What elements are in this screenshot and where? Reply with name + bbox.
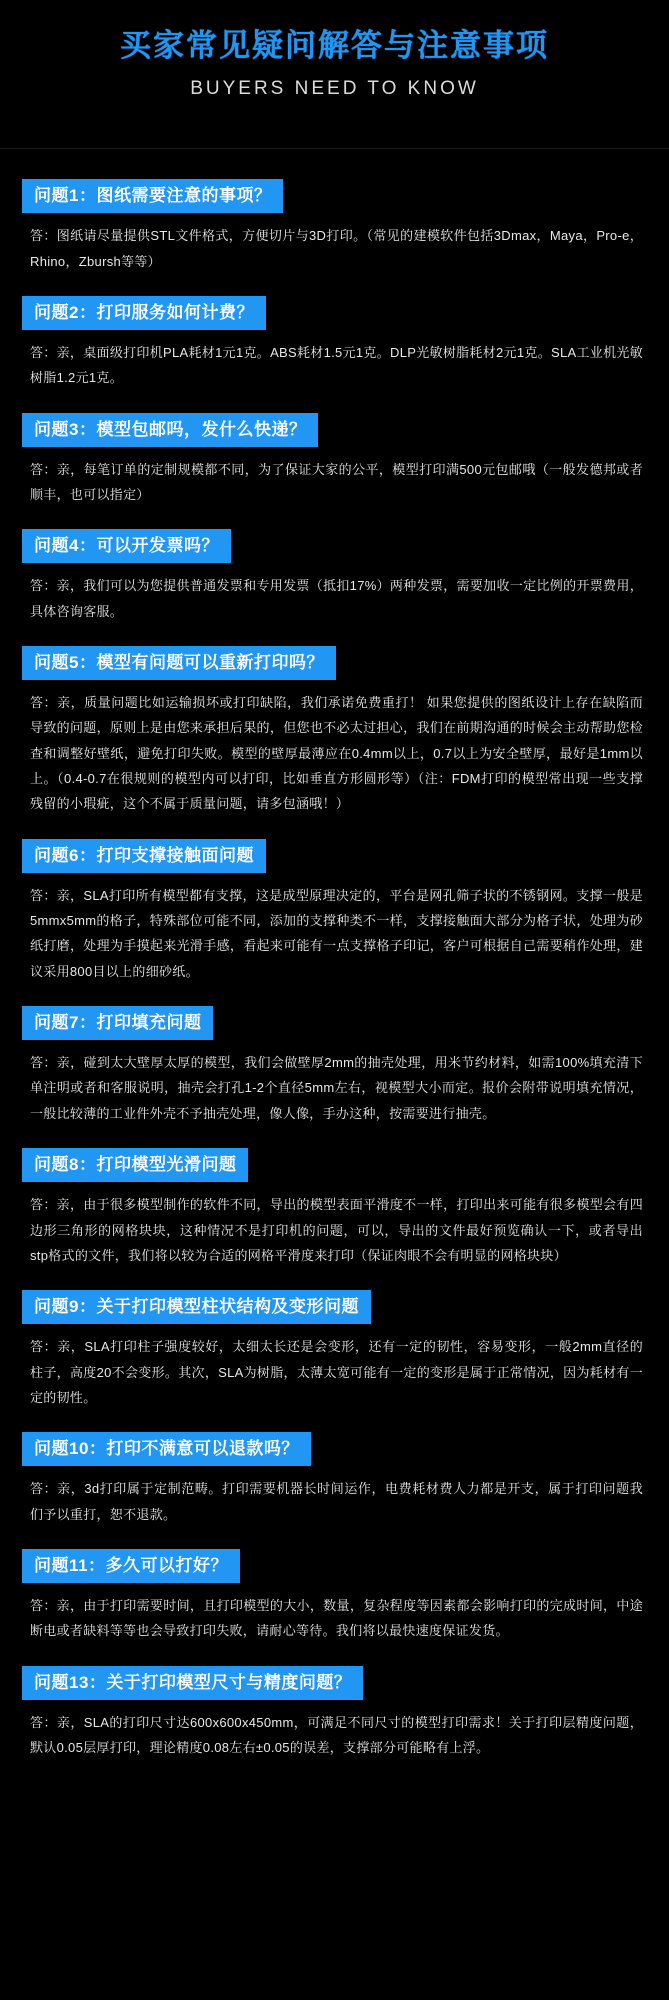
faq-question-1: 问题1：图纸需要注意的事项？ bbox=[22, 179, 283, 213]
faq-question-3: 问题3：模型包邮吗，发什么快递？ bbox=[22, 413, 318, 447]
faq-question-9: 问题9：关于打印模型柱状结构及变形问题 bbox=[22, 1290, 371, 1324]
faq-answer-10: 答：亲，3d打印属于定制范畴。打印需要机器长时间运作，电费耗材费人力都是开支，属于打印问题我们予以重打，恕不退款。 bbox=[30, 1481, 643, 1522]
faq-item-7 bbox=[22, 990, 647, 1126]
faq-item-3 bbox=[22, 397, 647, 508]
faq-answer-6: 答：亲，SLA打印所有模型都有支撑，这是成型原理决定的，平台是网孔筛子状的不锈钢网。支撑一般是5mmx5mm的格子，特殊部位可能不同，添加的支撑种类不一样，支撑接触面大部分为格子状，处理为砂纸打磨，处理为手摸起来光滑手感，看起来可能有一点支撑格子印记，客户可根据自己需要稍作处理，建议采用800目以上的细砂纸。 bbox=[30, 887, 643, 979]
faq-question-7: 问题7：打印填充问题 bbox=[22, 1006, 213, 1040]
faq-question-5: 问题5：模型有问题可以重新打印吗？ bbox=[22, 646, 336, 680]
faq-answer-1: 答：图纸请尽量提供STL文件格式，方便切片与3D打印。（常见的建模软件包括3Dmax，Maya，Pro-e，Rhino，Zbursh等等） bbox=[30, 228, 643, 269]
faq-item-13 bbox=[22, 1650, 647, 1761]
faq-item-8 bbox=[22, 1132, 647, 1268]
faq-item-2 bbox=[22, 280, 647, 391]
faq-question-13: 问题13：关于打印模型尺寸与精度问题？ bbox=[22, 1666, 363, 1700]
faq-question-11: 问题11：多久可以打好？ bbox=[22, 1549, 240, 1583]
faq-question-4: 问题4：可以开发票吗？ bbox=[22, 529, 231, 563]
faq-answer-4: 答：亲，我们可以为您提供普通发票和专用发票（抵扣17%）两种发票，需要加收一定比例的开票费用，具体咨询客服。 bbox=[30, 578, 643, 619]
faq-answer-11: 答：亲，由于打印需要时间，且打印模型的大小，数量，复杂程度等因素都会影响打印的完成时间，中途断电或者缺料等等也会导致打印失败，请耐心等待。我们将以最快速度保证发货。 bbox=[30, 1597, 643, 1639]
faq-question-10: 问题10：打印不满意可以退款吗？ bbox=[22, 1432, 311, 1466]
faq-question-2: 问题2：打印服务如何计费？ bbox=[22, 296, 266, 330]
faq-question-6: 问题6：打印支撑接触面问题 bbox=[22, 839, 266, 873]
faq-answer-7: 答：亲，碰到太大壁厚太厚的模型，我们会做壁厚2mm的抽壳处理，用米节约材料，如需100%填充清下单注明或者和客服说明，抽壳会打孔1-2个直径5mm左右，视模型大小而定。报价会附带说明填充情况，一般比较薄的工业件外壳不予抽壳处理，像人像，手办这种，按需要进行抽壳。 bbox=[30, 1055, 643, 1121]
page-subtitle: BUYERS NEED TO KNOW bbox=[190, 78, 479, 100]
faq-question-8: 问题8：打印模型光滑问题 bbox=[22, 1148, 248, 1182]
faq-item-9 bbox=[22, 1274, 647, 1410]
faq-answer-13: 答：亲，SLA的打印尺寸达600x600x450mm，可满足不同尺寸的模型打印需求！关于打印层精度问题，默认0.05层厚打印，理论精度0.08左右±0.05的误差，支撑部分可能略有上浮。 bbox=[30, 1714, 643, 1755]
page-title: 买家常见疑问解答与注意事项 bbox=[120, 28, 549, 63]
faq-answer-2: 答：亲，桌面级打印机PLA耗材1元1克。ABS耗材1.5元1克。DLP光敏树脂耗材2元1克。SLA工业机光敏树脂1.2元1克。 bbox=[30, 344, 643, 386]
faq-item-4 bbox=[22, 513, 647, 624]
page-header bbox=[0, 0, 669, 126]
faq-list bbox=[0, 149, 669, 1806]
faq-item-11 bbox=[22, 1533, 647, 1644]
faq-item-5 bbox=[22, 630, 647, 817]
faq-answer-3: 答：亲，每笔订单的定制规模都不同，为了保证大家的公平，模型打印满500元包邮哦（一般发德邦或者顺丰，也可以指定） bbox=[30, 461, 643, 503]
faq-answer-9: 答：亲，SLA打印柱子强度较好，太细太长还是会变形，还有一定的韧性，容易变形，一般2mm直径的柱子，高度20不会变形。其次，SLA为树脂，太薄太宽可能有一定的变形是属于正常情况，因为耗材有一定的韧性。 bbox=[30, 1339, 643, 1405]
faq-answer-8: 答：亲，由于很多模型制作的软件不同，导出的模型表面平滑度不一样，打印出来可能有很多模型会有四边形三角形的网格块块，这种情况不是打印机的问题，可以，导出的文件最好预览确认一下，或者导出stp格式的文件，我们将以较为合适的网格平滑度来打印（保证肉眼不会有明显的网格块块） bbox=[30, 1197, 643, 1263]
faq-answer-5: 答：亲，质量问题比如运输损坏或打印缺陷，我们承诺免费重打！ 如果您提供的图纸设计上存在缺陷而导致的问题，原则上是由您来承担后果的，但您也不必太过担心，我们在前期沟通的时候会主动帮助您检查和调整好壁纸，避免打印失败。模型的壁厚最薄应在0.4mm以上，0.7以上为安全壁厚，最好是1mm以上。（0.4-0.7在很规则的模型内可以打印，比如垂直方形圆形等）（注：FDM打印的模型常出现一些支撑残留的小瑕疵，这个不属于质量问题，请多包涵哦！） bbox=[30, 695, 643, 812]
faq-item-1 bbox=[22, 163, 647, 274]
faq-item-6 bbox=[22, 823, 647, 984]
faq-item-10 bbox=[22, 1416, 647, 1527]
